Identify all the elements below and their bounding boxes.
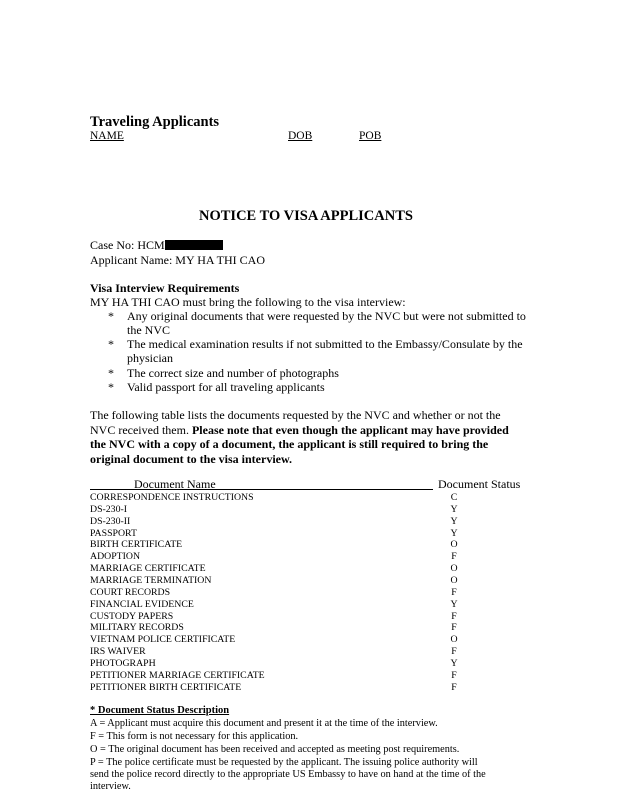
document-status-cell: Y — [450, 515, 458, 527]
requirement-item: The correct size and number of photographs — [127, 366, 339, 380]
requirement-item: The medical examination results if not submitted to the Embassy/Consulate by the physician — [127, 337, 523, 365]
document-name-header: Document Name — [134, 477, 216, 491]
document-status-cell: O — [450, 563, 458, 575]
status-description-line: O = The original document has been received and accepted as meeting post requirements. — [90, 744, 460, 755]
document-name-cell: PETITIONER MARRIAGE CERTIFICATE — [90, 669, 265, 681]
document-name-cell: CORRESPONDENCE INSTRUCTIONS — [90, 492, 254, 503]
document-name-cell: MILITARY RECORDS — [90, 622, 184, 634]
notice-title: NOTICE TO VISA APPLICANTS — [199, 208, 413, 224]
table-row — [90, 504, 470, 516]
requirement-item: Valid passport for all traveling applicants — [127, 380, 325, 394]
redaction-bar — [165, 240, 223, 250]
document-name-cell: IRS WAIVER — [90, 646, 146, 658]
bullet-star-icon: * — [108, 337, 114, 351]
table-row — [90, 528, 470, 540]
applicant-name-line: Applicant Name: MY HA THI CAO — [90, 253, 265, 267]
document-name-cell: MARRIAGE CERTIFICATE — [90, 563, 206, 575]
document-status-cell: O — [450, 634, 458, 646]
table-row — [90, 492, 470, 504]
requirements-intro: MY HA THI CAO must bring the following to the visa interview: — [90, 295, 406, 309]
document-status-cell: O — [450, 539, 458, 551]
table-row — [90, 682, 470, 694]
document-status-header: Document Status — [438, 477, 521, 491]
document-name-cell: DS-230-II — [90, 515, 131, 527]
bullet-star-icon: * — [108, 380, 114, 394]
table-row — [90, 539, 470, 551]
document-status-cell: F — [451, 622, 457, 634]
table-row — [90, 563, 470, 575]
document-name-cell: CUSTODY PAPERS — [90, 610, 174, 622]
table-row — [90, 646, 470, 658]
documents-paragraph — [90, 408, 520, 466]
document-status-cell: F — [451, 610, 457, 622]
table-row — [90, 551, 470, 563]
document-status-cell: Y — [450, 503, 458, 515]
requirements-heading: Visa Interview Requirements — [90, 281, 240, 295]
status-description-line: send the police record directly to the appropriate US Embassy to have on hand at the time of the — [90, 769, 486, 780]
document-name-cell: COURT RECORDS — [90, 586, 171, 598]
document-status-cell: Y — [450, 527, 458, 539]
case-number-line — [90, 238, 223, 253]
traveling-applicants-title: Traveling Applicants — [90, 114, 220, 130]
document-status-cell: Y — [450, 598, 458, 610]
document-status-cell: F — [451, 681, 457, 693]
document-name-cell: PHOTOGRAPH — [90, 657, 156, 669]
document-name-cell: BIRTH CERTIFICATE — [90, 539, 183, 551]
document-status-cell: F — [451, 586, 457, 598]
document-status-cell: C — [450, 492, 458, 503]
table-row — [90, 622, 470, 634]
table-row — [90, 658, 470, 670]
status-description-line: A = Applicant must acquire this document and present it at the time of the interview. — [90, 718, 438, 729]
requirement-item: Any original documents that were requested by the NVC but were not submitted to the NVC — [127, 309, 526, 337]
document-status-cell: F — [451, 669, 457, 681]
status-description-title: * Document Status Description — [90, 705, 230, 716]
table-row — [90, 670, 470, 682]
table-row — [90, 575, 470, 587]
documents-paragraph-text: The following table lists the documents requested by the NVC and whether or not the NVC received them. — [90, 408, 501, 437]
table-row — [90, 634, 470, 646]
document-name-cell: VIETNAM POLICE CERTIFICATE — [90, 634, 236, 646]
table-row — [90, 599, 470, 611]
table-row — [90, 516, 470, 528]
document-status-cell: O — [450, 574, 458, 586]
documents-paragraph-warning: Please note that even though the applicant may have provided the NVC with a copy of a document, the applicant is still required to bring the original document to the visa interview. — [90, 422, 509, 466]
document-name-cell: PASSPORT — [90, 527, 137, 539]
table-row — [90, 587, 470, 599]
status-description-line: P = The police certificate must be requested by the applicant. The issuing police authority will — [90, 757, 478, 768]
bullet-star-icon: * — [108, 366, 114, 380]
status-description-line: F = This form is not necessary for this application. — [90, 731, 299, 742]
document-name-cell: PETITIONER BIRTH CERTIFICATE — [90, 681, 242, 693]
status-description-line: interview. — [90, 781, 131, 792]
name-column-header: NAME — [90, 130, 124, 142]
bullet-star-icon: * — [108, 309, 114, 323]
document-name-cell: MARRIAGE TERMINATION — [90, 574, 212, 586]
document-status-cell: F — [451, 551, 457, 563]
table-header-rule — [90, 489, 433, 490]
document-name-cell: DS-230-I — [90, 503, 128, 515]
table-row — [90, 611, 470, 623]
document-status-cell: F — [451, 646, 457, 658]
document-name-cell: ADOPTION — [90, 551, 141, 563]
document-status-cell: Y — [450, 657, 458, 669]
case-number-label: Case No: HCM — [90, 238, 165, 252]
document-name-cell: FINANCIAL EVIDENCE — [90, 598, 194, 610]
dob-column-header: DOB — [288, 130, 313, 142]
pob-column-header: POB — [359, 130, 382, 142]
